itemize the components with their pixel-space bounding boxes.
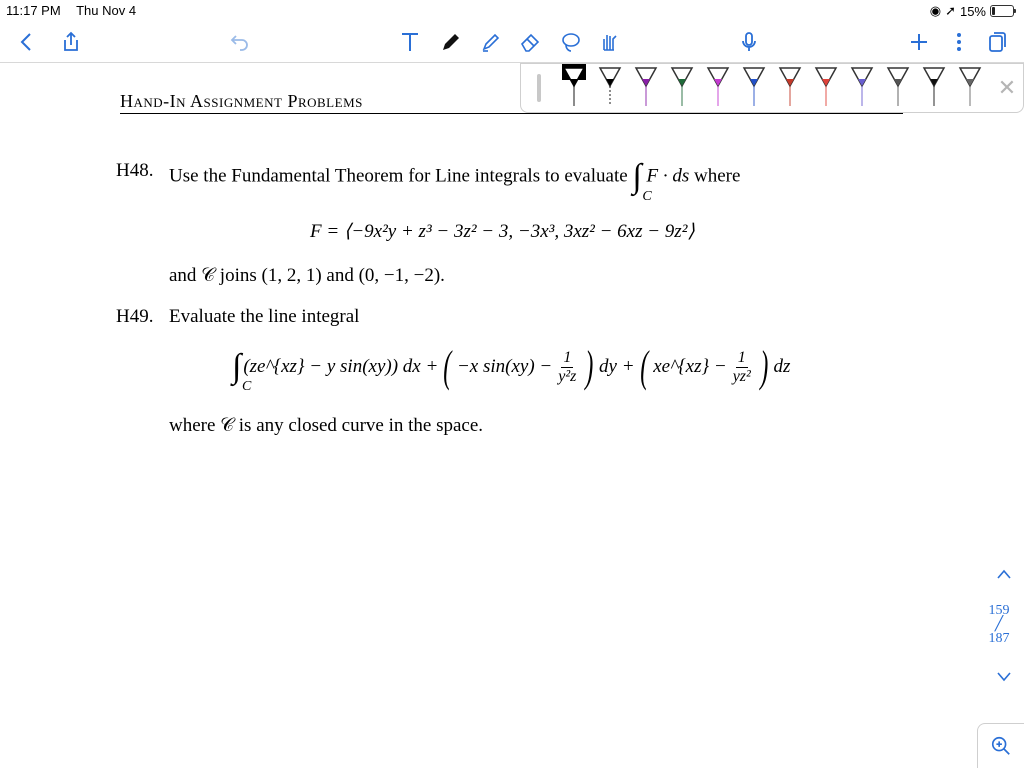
page-down-button[interactable] bbox=[996, 671, 1012, 688]
pen-swatch-12[interactable] bbox=[955, 64, 985, 108]
paren-close: ) bbox=[760, 342, 769, 391]
paren-open: ( bbox=[639, 342, 648, 391]
h49-term1: (ze^{xz} − y sin(xy)) dx + bbox=[243, 356, 439, 377]
problem-h48-statement bbox=[169, 158, 741, 204]
share-icon bbox=[59, 30, 83, 54]
page-up-button[interactable] bbox=[996, 568, 1012, 585]
h49-where: where 𝒞 is any closed curve in the space. bbox=[169, 415, 484, 436]
undo-icon bbox=[228, 30, 252, 54]
pen-swatch-9[interactable] bbox=[847, 64, 877, 108]
share-button[interactable] bbox=[56, 28, 86, 56]
more-vertical-icon bbox=[947, 30, 971, 54]
pen-swatch-5[interactable] bbox=[703, 64, 733, 108]
pen-icon bbox=[631, 64, 661, 108]
status-bar bbox=[0, 0, 1024, 20]
pen-palette bbox=[520, 63, 1024, 113]
document-page[interactable] bbox=[0, 63, 1024, 768]
zoom-in-icon bbox=[990, 735, 1012, 757]
header-rule bbox=[120, 113, 903, 114]
total-pages: 187 bbox=[988, 631, 1010, 646]
pen-swatch-1[interactable] bbox=[559, 64, 589, 108]
eraser-tool-button[interactable] bbox=[516, 28, 546, 56]
problem-label-h49: H49. bbox=[116, 306, 154, 327]
pen-swatch-8[interactable] bbox=[811, 64, 841, 108]
location-icon: ➚ bbox=[945, 3, 956, 18]
frac-numerator: 1 bbox=[563, 348, 572, 366]
palette-close-button[interactable] bbox=[997, 75, 1017, 100]
text-tool-icon bbox=[398, 30, 422, 54]
current-page: 159 bbox=[988, 603, 1010, 618]
chevron-up-icon bbox=[996, 568, 1012, 580]
pages-icon bbox=[985, 30, 1009, 54]
pen-icon bbox=[595, 64, 625, 108]
pen-swatch-10[interactable] bbox=[883, 64, 913, 108]
pen-icon bbox=[559, 64, 589, 108]
zoom-button[interactable] bbox=[977, 723, 1024, 768]
close-icon: ✕ bbox=[997, 75, 1017, 100]
h48-where: where bbox=[694, 165, 741, 187]
h49-frac2 bbox=[731, 349, 753, 386]
h48-endpoints: and 𝒞 joins (1, 2, 1) and (0, −1, −2). bbox=[169, 265, 445, 286]
eraser-tool-icon bbox=[519, 30, 543, 54]
lasso-tool-icon bbox=[559, 30, 583, 54]
microphone-icon bbox=[737, 30, 761, 54]
h48-integrand: F · ds bbox=[646, 165, 690, 187]
h49-term3a: xe^{xz} − bbox=[653, 356, 727, 377]
chevron-down-icon bbox=[996, 671, 1012, 683]
highlighter-tool-icon bbox=[479, 30, 503, 54]
h48-vector-field: F = ⟨−9x²y + z³ − 3z² − 3, −3x³, 3xz² − 6xz − 9z²⟩ bbox=[310, 221, 695, 242]
pen-swatch-6[interactable] bbox=[739, 64, 769, 108]
paren-open: ( bbox=[443, 342, 452, 391]
h49-text: Evaluate the line integral bbox=[169, 306, 360, 327]
integral-sign-h49: ∫ C bbox=[232, 348, 252, 394]
text-tool-button[interactable] bbox=[395, 28, 425, 56]
pen-swatch-2[interactable] bbox=[595, 64, 625, 108]
pen-icon bbox=[883, 64, 913, 108]
palette-drag-handle[interactable] bbox=[537, 74, 541, 102]
section-header: Hand-In Assignment Problems bbox=[120, 91, 363, 111]
page-slash: ╱ bbox=[994, 617, 1004, 632]
h49-line-integral bbox=[232, 342, 791, 394]
back-button[interactable] bbox=[12, 28, 42, 56]
paren-close: ) bbox=[585, 342, 594, 391]
pen-icon bbox=[739, 64, 769, 108]
pen-swatch-4[interactable] bbox=[667, 64, 697, 108]
hand-draw-tool-icon bbox=[597, 30, 621, 54]
orientation-lock-icon: ◉ bbox=[929, 3, 942, 18]
pages-button[interactable] bbox=[982, 28, 1012, 56]
undo-button[interactable] bbox=[225, 28, 255, 56]
h49-frac1 bbox=[556, 349, 578, 386]
h49-term2b: dy + bbox=[599, 356, 635, 377]
status-date: Thu Nov 4 bbox=[76, 3, 137, 18]
pen-swatch-11[interactable] bbox=[919, 64, 949, 108]
h49-term3b: dz bbox=[773, 356, 791, 377]
pen-icon bbox=[811, 64, 841, 108]
frac-denominator: y²z bbox=[558, 367, 577, 385]
hand-draw-tool-button[interactable] bbox=[594, 28, 624, 56]
pen-swatch-3[interactable] bbox=[631, 64, 661, 108]
add-button[interactable] bbox=[904, 28, 934, 56]
pen-tool-icon bbox=[439, 30, 463, 54]
battery-percent: 15% bbox=[959, 3, 986, 19]
battery-fill bbox=[992, 7, 995, 15]
pen-icon bbox=[775, 64, 805, 108]
pen-icon bbox=[847, 64, 877, 108]
lasso-tool-button[interactable] bbox=[556, 28, 586, 56]
page-indicator bbox=[986, 603, 1012, 647]
problem-label-h48: H48. bbox=[116, 160, 154, 181]
highlighter-tool-button[interactable] bbox=[476, 28, 506, 56]
frac-numerator: 1 bbox=[737, 348, 746, 366]
chevron-left-icon bbox=[15, 30, 39, 54]
pen-swatch-7[interactable] bbox=[775, 64, 805, 108]
plus-icon bbox=[907, 30, 931, 54]
h48-text: Use the Fundamental Theorem for Line integrals to evaluate bbox=[169, 165, 628, 187]
pen-tool-button[interactable] bbox=[436, 28, 466, 56]
frac-denominator: yz² bbox=[732, 367, 751, 385]
more-button[interactable] bbox=[944, 28, 974, 56]
status-time: 11:17 PM bbox=[6, 3, 61, 18]
pen-icon bbox=[919, 64, 949, 108]
h49-term2a: −x sin(xy) − bbox=[456, 356, 553, 377]
integral-sign: ∫ C bbox=[632, 158, 652, 204]
pen-icon bbox=[703, 64, 733, 108]
pen-icon bbox=[955, 64, 985, 108]
toolbar bbox=[0, 22, 1024, 63]
battery-icon bbox=[990, 5, 1014, 17]
microphone-button[interactable] bbox=[734, 28, 764, 56]
pen-icon bbox=[667, 64, 697, 108]
